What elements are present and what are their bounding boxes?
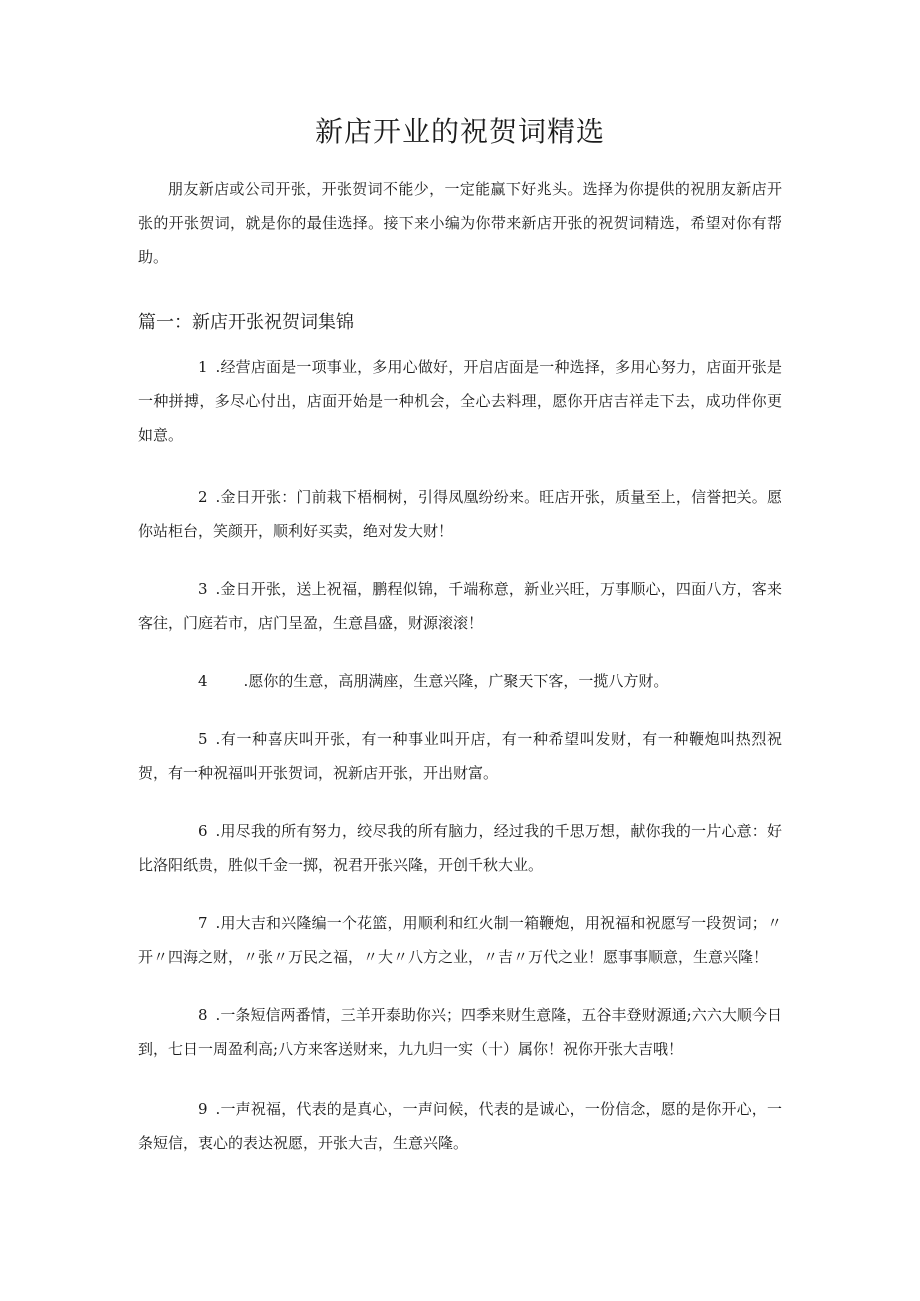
list-item <box>138 480 782 548</box>
item-number: 6 <box>198 822 208 840</box>
item-text: .用尽我的所有努力，绞尽我的所有脑力，经过我的千思万想，献你我的一片心意：好比洛阳纸贵，胜似千金一掷，祝君开张兴隆，开创千秋大业。 <box>138 822 782 874</box>
item-text: .一条短信两番情，三羊开泰助你兴；四季来财生意隆，五谷丰登财源通;六六大顺今日到，七日一周盈利高;八方来客送财来，九九归一实（十）属你！祝你开张大吉哦！ <box>138 1006 782 1058</box>
item-number: 9 <box>198 1100 208 1118</box>
item-text: .一声祝福，代表的是真心，一声问候，代表的是诚心，一份信念，愿的是你开心，一条短信，衷心的表达祝愿，开张大吉，生意兴隆。 <box>138 1100 782 1152</box>
item-text: .愿你的生意，高朋满座，生意兴隆，广聚天下客，一揽八方财。 <box>243 672 669 690</box>
list-item <box>138 906 782 974</box>
item-text: .用大吉和兴隆编一个花篮，用顺利和红火制一箱鞭炮，用祝福和祝愿写一段贺词；〃开〃四海之财，〃张〃万民之福，〃大〃八方之业，〃吉〃万代之业！愿事事顺意，生意兴隆！ <box>138 914 782 966</box>
section-heading: 篇一：新店开张祝贺词集锦 <box>138 312 354 333</box>
item-number: 3 <box>198 580 208 598</box>
list-item <box>138 1092 782 1160</box>
list-item <box>138 350 782 452</box>
item-number: 7 <box>198 914 208 932</box>
item-text: .金日开张：门前栽下梧桐树，引得凤凰纷纷来。旺店开张，质量至上，信誉把关。愿你站柜台，笑颜开，顺利好买卖，绝对发大财！ <box>138 488 782 540</box>
list-item <box>138 722 782 790</box>
item-text: .有一种喜庆叫开张，有一种事业叫开店，有一种希望叫发财，有一种鞭炮叫热烈祝贺，有一种祝福叫开张贺词，祝新店开张，开出财富。 <box>138 730 782 782</box>
item-text: .金日开张，送上祝福，鹏程似锦，千端称意，新业兴旺，万事顺心，四面八方，客来客往，门庭若市，店门呈盈，生意昌盛，财源滚滚！ <box>138 580 782 632</box>
item-text: .经营店面是一项事业，多用心做好，开启店面是一种选择，多用心努力，店面开张是一种拼搏，多尽心付出，店面开始是一种机会，全心去料理，愿你开店吉祥走下去，成功伴你更如意。 <box>138 358 782 444</box>
list-item <box>138 572 782 640</box>
item-number: 2 <box>198 488 208 506</box>
item-number: 4 <box>198 672 208 690</box>
list-item <box>138 998 782 1066</box>
document-title: 新店开业的祝贺词精选 <box>314 115 605 148</box>
item-number: 1 <box>198 358 208 376</box>
intro-paragraph: 朋友新店或公司开张，开张贺词不能少，一定能赢下好兆头。选择为你提供的祝朋友新店开张的开张贺词，就是你的最佳选择。接下来小编为你带来新店开张的祝贺词精选，希望对你有帮助。 <box>138 180 782 266</box>
list-item <box>138 664 782 698</box>
item-number: 5 <box>198 730 208 748</box>
item-number: 8 <box>198 1006 208 1024</box>
list-item <box>138 814 782 882</box>
